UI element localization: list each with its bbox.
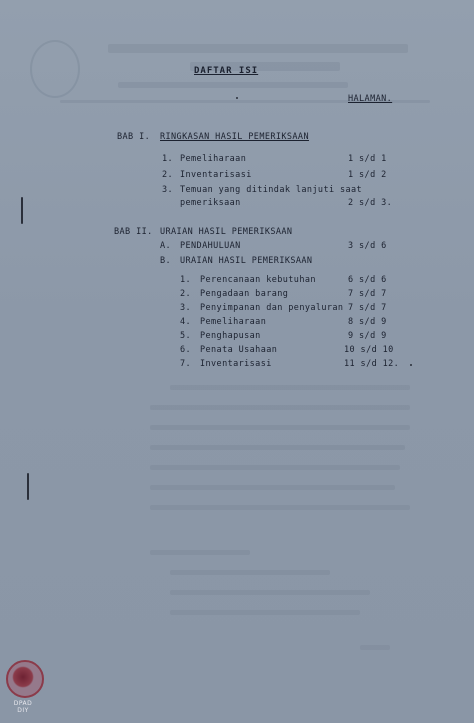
bleed-through-line — [150, 550, 250, 555]
chapter-heading: RINGKASAN HASIL PEMERIKSAAN — [160, 132, 309, 142]
bleed-through-line — [108, 44, 408, 53]
archive-stamp-emblem — [12, 666, 34, 688]
item-text: Penghapusan — [200, 331, 261, 341]
item-text: Inventarisasi — [180, 170, 252, 180]
archive-stamp-text: DPAD DIY — [13, 700, 33, 714]
item-text: Pemeliharaan — [200, 317, 267, 327]
item-number: 2. — [180, 289, 192, 299]
bleed-through-line — [150, 465, 400, 470]
item-text: Pengadaan barang — [200, 289, 289, 299]
subsection-letter: B. — [160, 256, 172, 266]
subsection-letter: A. — [160, 241, 172, 251]
item-pages: 8 s/d 9 — [348, 317, 387, 327]
page-column-header: HALAMAN. — [348, 94, 393, 104]
item-number: 1. — [180, 275, 192, 285]
bleed-through-line — [150, 425, 410, 430]
binding-mark — [21, 197, 23, 224]
item-text: Temuan yang ditindak lanjuti saat — [180, 185, 363, 195]
item-text: pemeriksaan — [180, 198, 241, 208]
item-pages: 1 s/d 1 — [348, 154, 387, 164]
item-text: Pemeliharaan — [180, 154, 247, 164]
bleed-through-line — [150, 405, 410, 410]
chapter-label: BAB I. — [117, 132, 151, 142]
item-number: 7. — [180, 359, 192, 369]
bleed-through-line — [150, 485, 395, 490]
item-text: Perencanaan kebutuhan — [200, 275, 316, 285]
binding-mark — [27, 473, 29, 500]
bleed-through-line — [170, 610, 360, 615]
bleed-through-line — [170, 385, 410, 390]
subsection-pages: 3 s/d 6 — [348, 241, 387, 251]
item-pages: 10 s/d 10 — [344, 345, 394, 355]
bleed-through-line — [150, 445, 405, 450]
item-pages: 11 s/d 12. — [344, 359, 400, 369]
item-pages: 2 s/d 3. — [348, 198, 393, 208]
item-pages: 6 s/d 6 — [348, 275, 387, 285]
chapter-label: BAB II. — [114, 227, 153, 237]
item-text: Inventarisasi — [200, 359, 272, 369]
ink-dot — [236, 97, 238, 99]
item-number: 3. — [162, 185, 174, 195]
item-pages: 1 s/d 2 — [348, 170, 387, 180]
bleed-through-line — [170, 590, 370, 595]
bleed-through-line — [360, 645, 390, 650]
subsection-text: URAIAN HASIL PEMERIKSAAN — [180, 256, 313, 266]
subsection-text: PENDAHULUAN — [180, 241, 241, 251]
bleed-through-seal — [30, 40, 80, 98]
item-number: 3. — [180, 303, 192, 313]
item-number: 5. — [180, 331, 192, 341]
ink-dot — [410, 364, 412, 366]
bleed-through-line — [170, 570, 330, 575]
item-pages: 9 s/d 9 — [348, 331, 387, 341]
item-number: 4. — [180, 317, 192, 327]
item-number: 1. — [162, 154, 174, 164]
page-title: DAFTAR ISI — [194, 66, 259, 76]
item-pages: 7 s/d 7 — [348, 289, 387, 299]
bleed-through-line — [150, 505, 410, 510]
chapter-heading: URAIAN HASIL PEMERIKSAAN — [160, 227, 293, 237]
item-text: Penyimpanan dan penyaluran — [200, 303, 344, 313]
item-number: 6. — [180, 345, 192, 355]
bleed-through-line — [118, 82, 348, 88]
item-pages: 7 s/d 7 — [348, 303, 387, 313]
item-number: 2. — [162, 170, 174, 180]
item-text: Penata Usahaan — [200, 345, 278, 355]
